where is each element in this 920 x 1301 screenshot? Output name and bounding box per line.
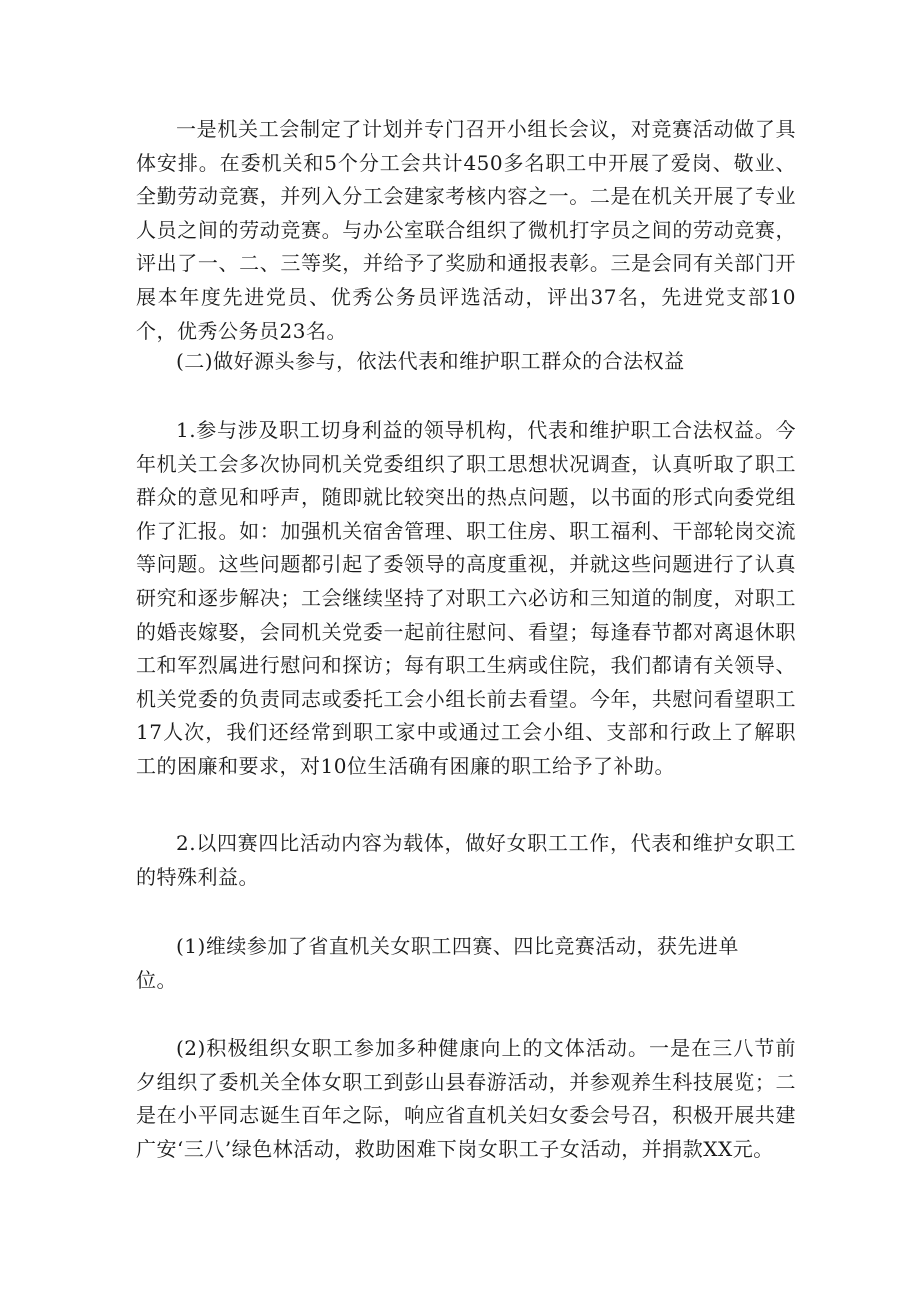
paragraph-competition-activities: 一是机关工会制定了计划并专门召开小组长会议，对竞赛活动做了具体安排。在委机关和5个分工会共计450多名职工中开展了爱岗、敬业、全勤劳动竞赛，并列入分工会建家考核内容之一。二是在机关开展了专业人员之间的劳动竞赛。与办公室联合组织了微机打字员之间的劳动竞赛，评出了一、二、三等奖，并给予了奖励和通报表彰。三是会同有关部门开展本年度先进党员、优秀公务员评选活动，评出37名，先进党支部10个，优秀公务员23名。 [136,117,796,343]
paragraph-worker-rights: 1.参与涉及职工切身利益的领导机构，代表和维护职工合法权益。今年机关工会多次协同机关党委组织了职工思想状况调查，认真听取了职工群众的意见和呼声，随即就比较突出的热点问题，以书面的形式向委党组作了汇报。如：加强机关宿舍管理、职工住房、职工福利、干部轮岗交流等问题。这些问题都引起了委领导的高度重视，并就这些问题进行了认真研究和逐步解决；工会继续坚持了对职工六必访和三知道的制度，对职工的婚丧嫁娶，会同机关党委一起前往慰问、看望；每逢春节都对离退休职工和军烈属进行慰问和探访；每有职工生病或住院，我们都请有关领导、机关党委的负责同志或委托工会小组长前去看望。今年，共慰问看望职工17人次，我们还经常到职工家中或通过工会小组、支部和行政上了解职工的困廉和要求，对10位生活确有困廉的职工给予了补助。 [136,418,796,778]
list-item-competition-award: (1)维续参加了省直机关女职工四赛、四比竞赛活动，获先进单位。 [136,934,739,992]
list-item-cultural-activities: (2)积极组织女职工参加多种健康向上的文体活动。一是在三八节前夕组织了委机关全体女职工到彭山县春游活动，并参观养生科技展览；二是在小平同志诞生百年之际，响应省直机关妇女委会号召，积极开展共建广安‘三八’绿色林活动，救助困难下岗女职工子女活动，并捐款XX元。 [136,1036,796,1161]
section-heading-source-participation: (二)做好源头参与，依法代表和维护职工群众的合法权益 [176,349,685,373]
paragraph-female-workers: 2.以四赛四比活动内容为载体，做好女职工工作，代表和维护女职工的特殊利益。 [136,831,796,889]
